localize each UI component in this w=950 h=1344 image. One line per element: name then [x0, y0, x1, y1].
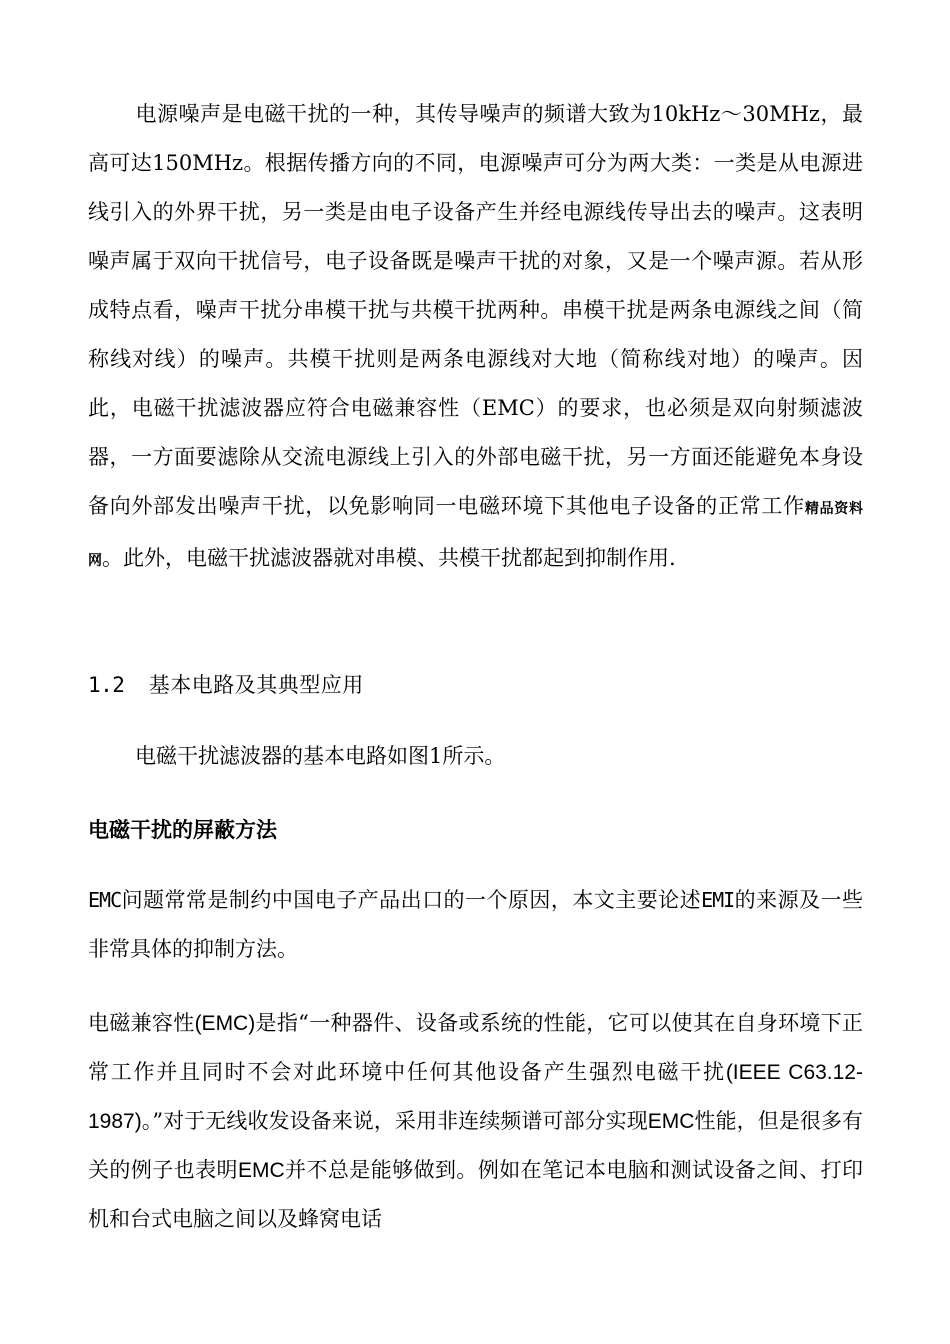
paragraph-emc-problem: [88, 876, 863, 974]
paragraph-power-noise: [88, 90, 863, 586]
def-term-emc-2: EMC: [647, 1110, 695, 1133]
emc-term: EMC: [88, 888, 122, 912]
def-text-4: 性能，但是很多有关的例子也表明: [88, 1109, 864, 1182]
watermark-note: 精品资料网: [88, 501, 864, 569]
def-term-emc: (EMC): [194, 1012, 256, 1035]
section-heading-text: 基本电路及其典型应用: [148, 673, 364, 697]
paragraph-basic-circuit: 电磁干扰滤波器的基本电路如图1所示。: [135, 744, 506, 768]
paragraph-power-noise-end: 。此外，电磁干扰滤波器就对串模、共模干扰都起到抑制作用.: [102, 546, 676, 570]
section-title-shielding: 电磁干扰的屏蔽方法: [88, 818, 277, 842]
emc-text-1: 问题常常是制约中国电子产品出口的一个原因，本文主要论述: [121, 888, 702, 912]
def-text-3: 。”对于无线收发设备来说，采用非连续频谱可部分实现: [141, 1109, 648, 1133]
paragraph-emc-definition: [88, 999, 863, 1244]
def-term-emc-3: EMC: [237, 1159, 285, 1182]
def-text-1: 电磁兼容性: [88, 1011, 195, 1035]
def-standard: (IEEE C63.12-1987): [88, 1061, 863, 1133]
def-text-5: 并不总是能够做到。例如在笔记本电脑和测试设备之间、打印机和台式电脑之间以及蜂窝电话: [88, 1158, 864, 1231]
emi-term: EMI: [701, 888, 735, 912]
section-heading-1-2: [88, 661, 364, 710]
paragraph-power-noise-text: 电源噪声是电磁干扰的一种，其传导噪声的频谱大致为10kHz～30MHz，最高可达150MHz。根据传播方向的不同，电源噪声可分为两大类：一类是从电源进线引入的外界干扰，另一类是由电子设备产生并经电源线传导出去的噪声。这表明噪声属于双向干扰信号，电子设备既是噪声干扰的对象，又是一个噪声源。若从形成特点看，噪声干扰分串模干扰与共模干扰两种。串模干扰是两条电源线之间（简称线对线）的噪声。共模干扰则是两条电源线对大地（简称线对地）的噪声。因此，电磁干扰滤波器应符合电磁兼容性（EMC）的要求，也必须是双向射频滤波器，一方面要滤除从交流电源线上引入的外部电磁干扰，另一方面还能避免本身设备向外部发出噪声干扰，以免影响同一电磁环境下其他电子设备的正常工作: [88, 102, 863, 518]
section-number: 1.2: [88, 673, 125, 697]
emc-text-2: 的来源及一些非常具体的抑制方法。: [88, 888, 863, 961]
def-text-2: 是指“一种器件、设备或系统的性能，它可以使其在自身环境下正常工作并且同时不会对此环境中任何其他设备产生强烈电磁干扰: [88, 1011, 864, 1084]
